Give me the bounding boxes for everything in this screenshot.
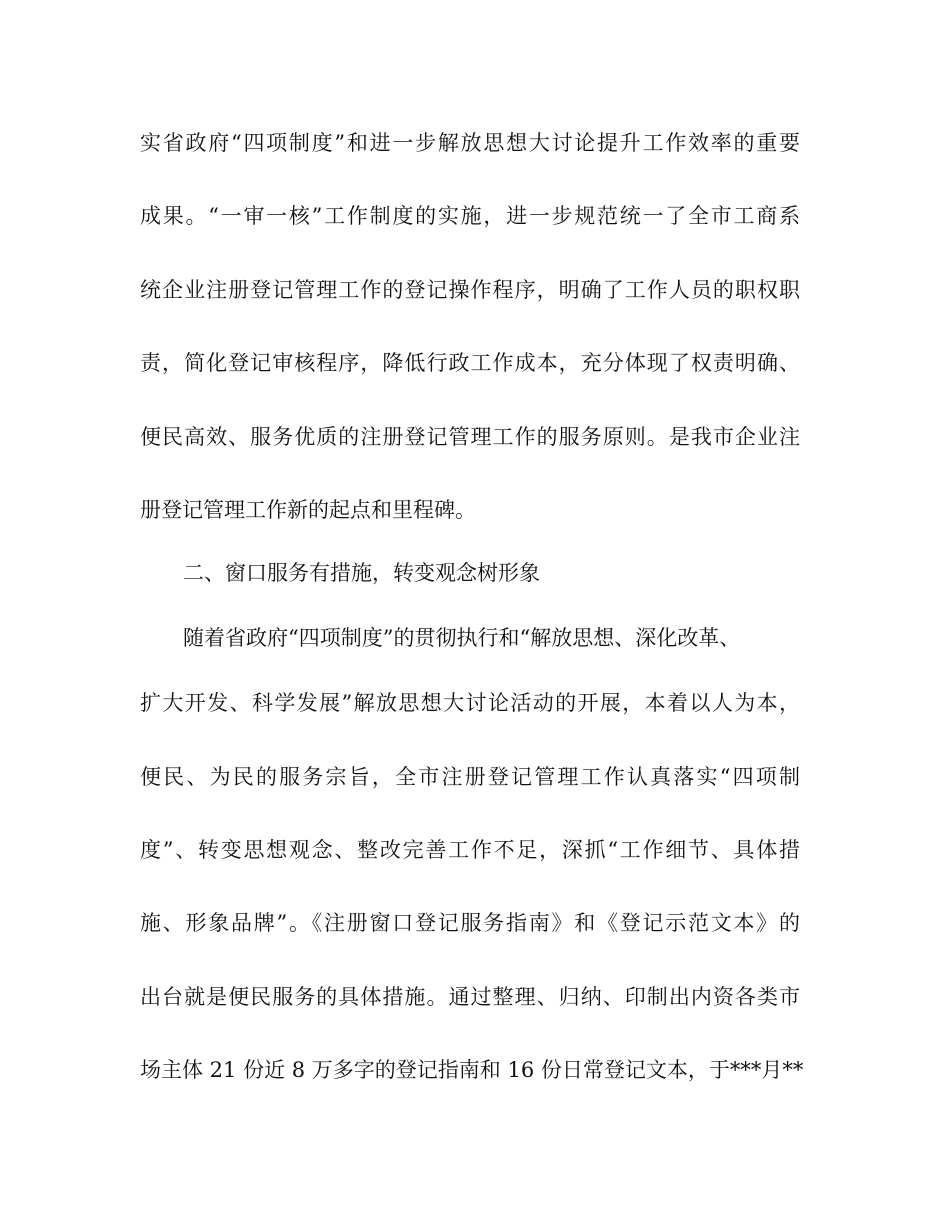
text-line: 便民、为民的服务宗旨，全市注册登记管理工作认真落实“四项制 xyxy=(140,765,800,789)
section-heading: 二、窗口服务有措施，转变观念树形象 xyxy=(183,561,540,585)
text-line: 册登记管理工作新的起点和里程碑。 xyxy=(140,498,476,522)
text-line: 实省政府“四项制度”和进一步解放思想大讨论提升工作效率的重要 xyxy=(140,131,800,155)
text-line: 随着省政府“四项制度”的贯彻执行和“解放思想、深化改革、 xyxy=(183,626,741,650)
text-line: 便民高效、服务优质的注册登记管理工作的服务原则。是我市企业注 xyxy=(140,425,800,449)
text-line: 成果。“一审一核”工作制度的实施，进一步规范统一了全市工商系 xyxy=(140,204,800,228)
text-line: 度”、转变思想观念、整改完善工作不足，深抓“工作细节、具体措 xyxy=(140,838,800,862)
text-line: 出台就是便民服务的具体措施。通过整理、归纳、印制出内资各类市 xyxy=(140,985,800,1009)
text-line: 扩大开发、科学发展”解放思想大讨论活动的开展，本着以人为本， xyxy=(140,691,800,715)
text-line: 施、形象品牌”。《注册窗口登记服务指南》和《登记示范文本》的 xyxy=(140,911,800,935)
text-line: 场主体 21 份近 8 万多字的登记指南和 16 份日常登记文本，于***月** xyxy=(140,1058,804,1082)
text-line: 统企业注册登记管理工作的登记操作程序，明确了工作人员的职权职 xyxy=(140,278,800,302)
text-line: 责，简化登记审核程序，降低行政工作成本，充分体现了权责明确、 xyxy=(140,351,800,375)
